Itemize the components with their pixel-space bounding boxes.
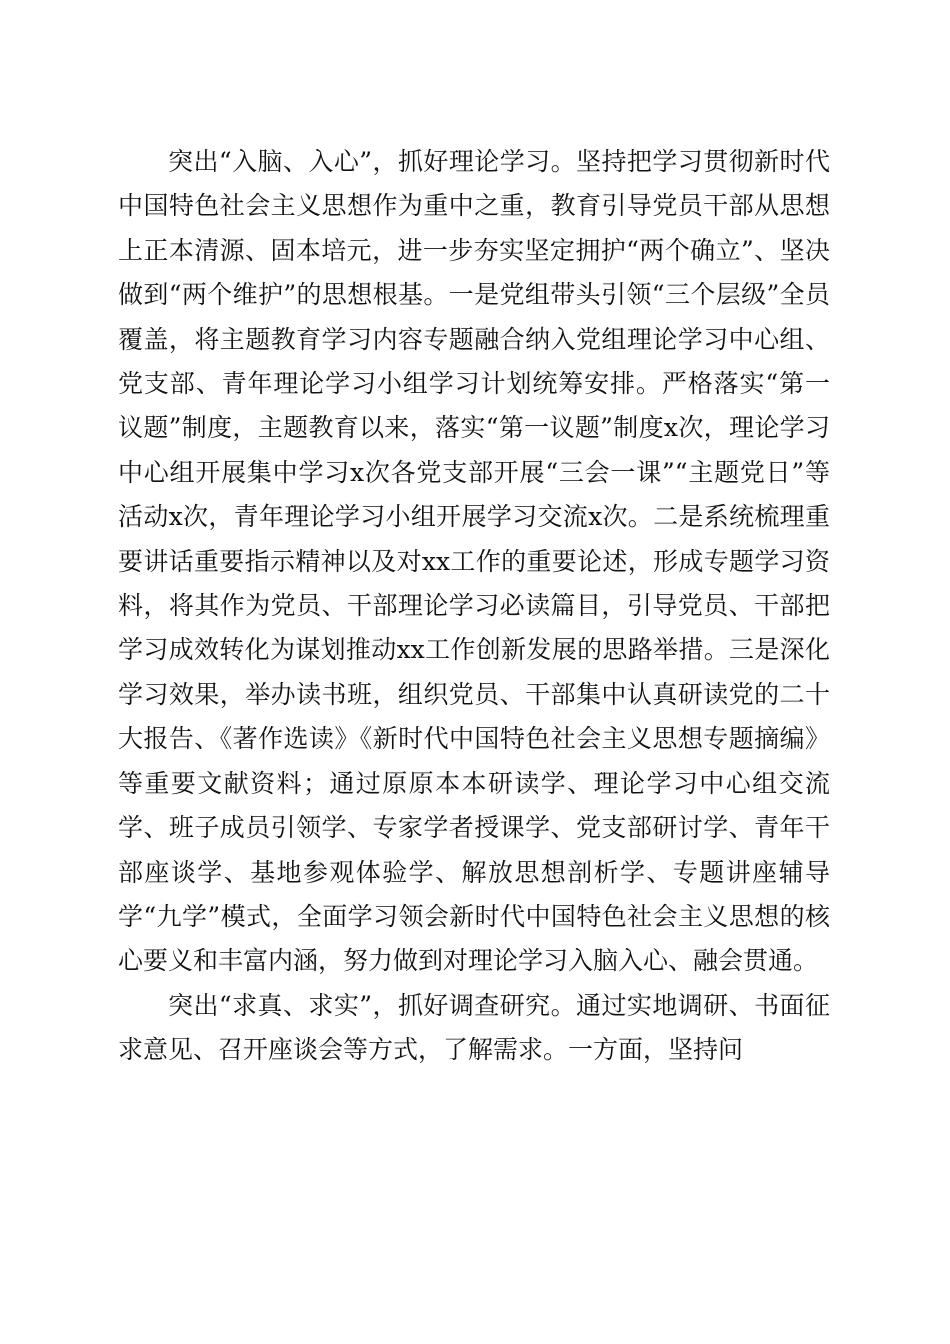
- paragraph-theory-study: 突出“入脑、入心”，抓好理论学习。坚持把学习贯彻新时代中国特色社会主义思想作为重中之重，教育引导党员干部从思想上正本清源、固本培元，进一步夯实坚定拥护“两个确立”、坚决做到“两个维护”的思想根基。一是党组带头引领“三个层级”全员覆盖，将主题教育学习内容专题融合纳入党组理论学习中心组、党支部、青年理论学习小组学习计划统筹安排。严格落实“第一议题”制度，主题教育以来，落实“第一议题”制度x次，理论学习中心组开展集中学习x次各党支部开展“三会一课”“主题党日”等活动x次，青年理论学习小组开展学习交流x次。二是系统梳理重要讲话重要指示精神以及对xx工作的重要论述，形成专题学习资料，将其作为党员、干部理论学习必读篇目，引导党员、干部把学习成效转化为谋划推动xx工作创新发展的思路举措。三是深化学习效果，举办读书班，组织党员、干部集中认真研读党的二十大报告、《著作选读》《新时代中国特色社会主义思想专题摘编》等重要文献资料；通过原原本本研读学、理论学习中心组交流学、班子成员引领学、专家学者授课学、党支部研讨学、青年干部座谈学、基地参观体验学、解放思想剖析学、专题讲座辅导学“九学”模式，全面学习领会新时代中国特色社会主义思想的核心要义和丰富内涵，努力做到对理论学习入脑入心、融会贯通。: [118, 147, 830, 976]
- document-body: [118, 140, 830, 1073]
- paragraph-investigation-research: 突出“求真、求实”，抓好调查研究。通过实地调研、书面征求意见、召开座谈会等方式，了解需求。一方面，坚持问: [118, 990, 830, 1065]
